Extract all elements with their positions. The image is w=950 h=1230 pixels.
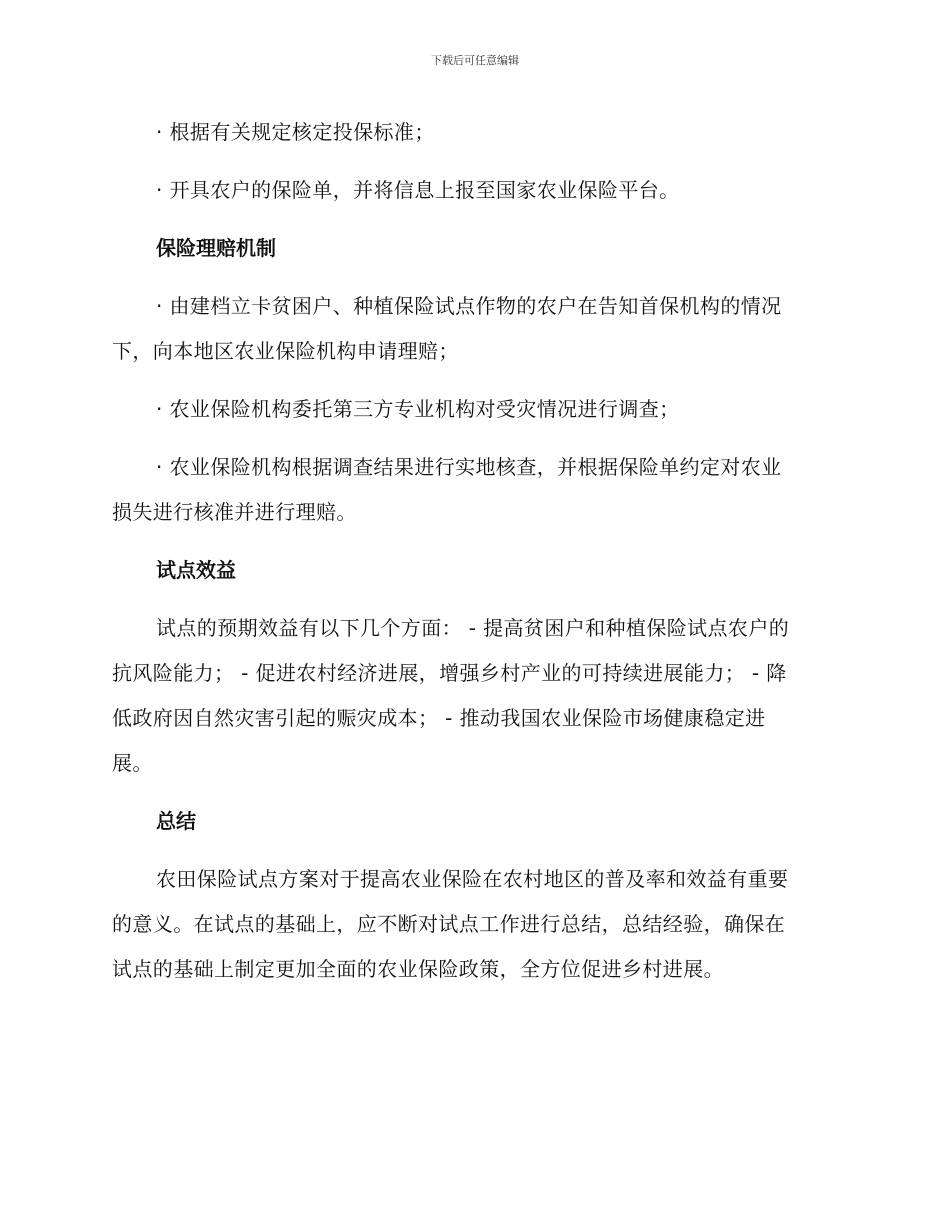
document-body [112,110,832,992]
bullet-paragraph [112,445,832,535]
text-line: 展。 [112,751,153,775]
page-header-note: 下载后可任意编辑 [431,54,519,67]
text-line: 试点的预期效益有以下几个方面： - 提高贫困户和种植保险试点农户的 [156,616,790,640]
text-line: 下，向本地区农业保险机构申请理赔； [112,339,459,363]
text-line: · 农业保险机构根据调查结果进行实地核查，并根据保险单约定对农业 [156,455,782,479]
paragraph [112,606,832,786]
bullet-paragraph [112,110,832,155]
text-line: · 农业保险机构委托第三方专业机构对受灾情况进行调查； [156,397,680,421]
section-heading: 总结 [156,809,196,833]
text-line: 损失进行核准并进行理赔。 [112,500,357,524]
bullet-paragraph [112,284,832,374]
section-heading: 保险理赔机制 [156,236,276,260]
text-line: 试点的基础上制定更加全面的农业保险政策，全方位促进乡村进展。 [112,957,724,981]
text-line: · 由建档立卡贫困户、种植保险试点作物的农户在告知首保机构的情况 [156,294,782,318]
text-line: · 开具农户的保险单，并将信息上报至国家农业保险平台。 [156,178,680,202]
text-line: · 根据有关规定核定投保标准； [156,120,435,144]
text-line: 农田保险试点方案对于提高农业保险在农村地区的普及率和效益有重要 [156,867,789,891]
bullet-paragraph [112,168,832,213]
paragraph [112,857,832,992]
section-heading: 试点效益 [156,558,236,582]
text-line: 低政府因自然灾害引起的赈灾成本； - 推动我国农业保险市场健康稳定进 [112,706,766,730]
text-line: 抗风险能力； - 促进农村经济进展，增强乡村产业的可持续进展能力； - 降 [112,661,787,685]
bullet-paragraph [112,387,832,432]
text-line: 的意义。在试点的基础上，应不断对试点工作进行总结，总结经验，确保在 [112,912,786,936]
